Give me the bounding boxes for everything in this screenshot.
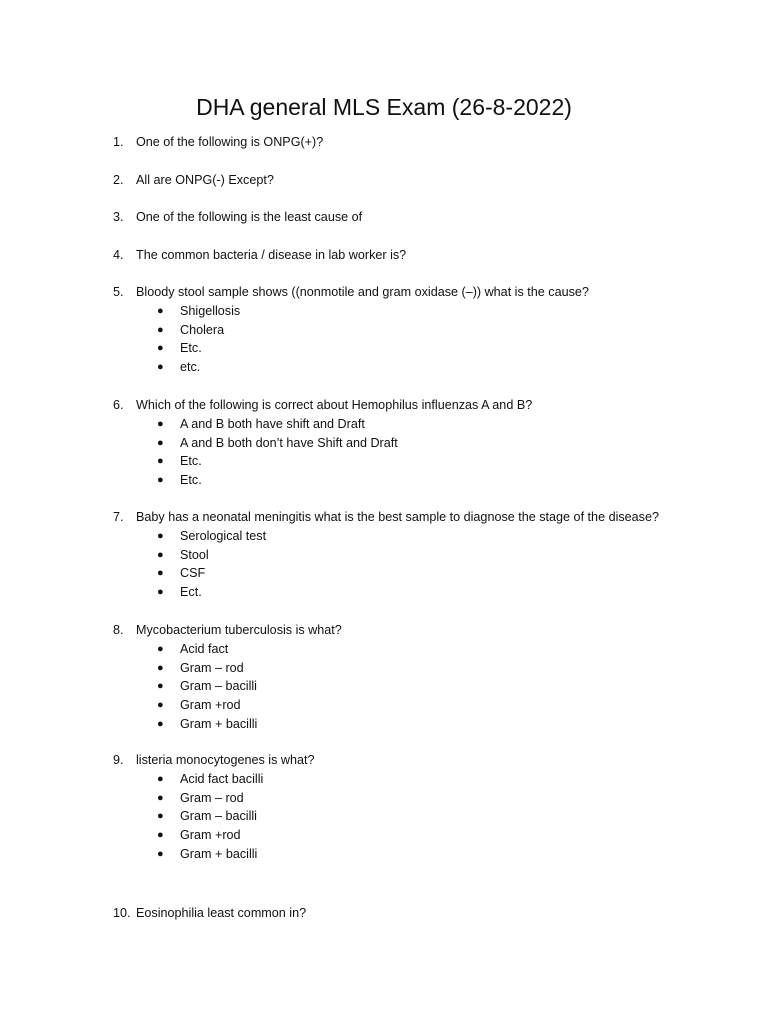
question-item <box>113 396 713 490</box>
question-item <box>113 246 713 265</box>
bullet-icon: ● <box>157 530 164 542</box>
bullet-icon: ● <box>157 680 164 693</box>
option-text: A and B both don’t have Shift and Draft <box>180 435 398 450</box>
question-text: One of the following is ONPG(+)? <box>136 135 324 149</box>
question-line <box>113 751 713 770</box>
question-line <box>113 621 713 640</box>
option-text: Shigellosis <box>180 304 241 318</box>
option-item <box>113 339 713 358</box>
option-text: Gram – rod <box>180 790 244 805</box>
option-text: Gram +rod <box>180 698 241 713</box>
option-text: Stool <box>180 547 209 562</box>
question-item <box>113 904 713 923</box>
option-text: Acid fact bacilli <box>180 772 264 786</box>
question-number: 4. <box>113 248 124 262</box>
option-item <box>113 583 713 602</box>
question-line <box>113 208 713 227</box>
question-text: All are ONPG(-) Except? <box>136 173 274 187</box>
question-item <box>113 508 713 602</box>
option-item <box>113 659 713 678</box>
option-item <box>113 452 713 471</box>
question-number: 3. <box>113 210 124 224</box>
option-item <box>113 434 713 453</box>
option-text: Etc. <box>180 473 202 488</box>
option-text: Gram +rod <box>180 828 241 843</box>
option-text: Gram + bacilli <box>180 716 258 731</box>
option-list <box>113 302 713 377</box>
question-item <box>113 621 713 733</box>
question-line <box>113 133 713 152</box>
option-text: Gram – rod <box>180 660 244 675</box>
bullet-icon: ● <box>157 699 164 712</box>
question-line <box>113 171 713 190</box>
option-text: Acid fact <box>180 642 229 656</box>
option-text: Serological test <box>180 529 267 543</box>
question-item <box>113 133 713 152</box>
question-line <box>113 396 713 415</box>
bullet-icon: ● <box>157 305 164 317</box>
question-number: 5. <box>113 285 124 299</box>
option-text: Gram + bacilli <box>180 846 258 861</box>
option-item <box>113 640 713 659</box>
option-item <box>113 770 713 789</box>
option-item <box>113 696 713 715</box>
question-line <box>113 283 713 302</box>
option-item <box>113 415 713 434</box>
question-line <box>113 508 713 527</box>
bullet-icon: ● <box>157 773 164 785</box>
option-text: etc. <box>180 360 201 375</box>
question-number: 10. <box>113 906 131 920</box>
option-item <box>113 845 713 864</box>
option-text: CSF <box>180 566 206 581</box>
option-item <box>113 321 713 340</box>
option-text: Etc. <box>180 454 202 469</box>
bullet-icon: ● <box>157 567 164 580</box>
option-item <box>113 527 713 546</box>
bullet-icon: ● <box>157 455 164 468</box>
question-number: 1. <box>113 135 124 149</box>
option-text: Ect. <box>180 585 202 600</box>
option-text: A and B both have shift and Draft <box>180 417 365 431</box>
question-number: 7. <box>113 510 124 524</box>
question-text: Bloody stool sample shows ((nonmotile and gram oxidase (–)) what is the cause? <box>136 285 589 299</box>
bullet-icon: ● <box>157 829 164 842</box>
bullet-icon: ● <box>157 847 164 860</box>
question-item <box>113 283 713 377</box>
question-item <box>113 171 713 190</box>
option-text: Cholera <box>180 322 225 337</box>
option-item <box>113 358 713 377</box>
question-text: listeria monocytogenes is what? <box>136 753 315 767</box>
option-list <box>113 415 713 490</box>
question-text: Baby has a neonatal meningitis what is the best sample to diagnose the stage of the disease? <box>136 510 659 524</box>
question-text: One of the following is the least cause of <box>136 210 363 224</box>
question-text: Eosinophilia least common in? <box>136 906 307 920</box>
option-text: Gram – bacilli <box>180 809 257 824</box>
option-text: Etc. <box>180 341 202 356</box>
bullet-icon: ● <box>157 418 164 430</box>
option-item <box>113 677 713 696</box>
option-item <box>113 807 713 826</box>
bullet-icon: ● <box>157 342 164 355</box>
option-list <box>113 640 713 733</box>
bullet-icon: ● <box>157 586 164 599</box>
option-item <box>113 715 713 734</box>
question-text: Which of the following is correct about Hemophilus influenzas A and B? <box>136 398 533 412</box>
question-item <box>113 751 713 863</box>
option-text: Gram – bacilli <box>180 679 257 694</box>
bullet-icon: ● <box>157 548 164 561</box>
bullet-icon: ● <box>157 643 164 655</box>
bullet-icon: ● <box>157 810 164 823</box>
option-list <box>113 527 713 602</box>
question-item <box>113 208 713 227</box>
bullet-icon: ● <box>157 791 164 804</box>
option-list <box>113 770 713 863</box>
question-line <box>113 246 713 265</box>
option-item <box>113 546 713 565</box>
question-number: 2. <box>113 173 124 187</box>
option-item <box>113 564 713 583</box>
bullet-icon: ● <box>157 361 164 374</box>
bullet-icon: ● <box>157 717 164 730</box>
question-text: Mycobacterium tuberculosis is what? <box>136 623 342 637</box>
bullet-icon: ● <box>157 323 164 336</box>
option-item <box>113 471 713 490</box>
question-line <box>113 904 713 923</box>
document-title: DHA general MLS Exam (26-8-2022) <box>196 94 572 120</box>
option-item <box>113 302 713 321</box>
bullet-icon: ● <box>157 661 164 674</box>
option-item <box>113 789 713 808</box>
question-number: 9. <box>113 753 124 767</box>
question-number: 8. <box>113 623 124 637</box>
question-number: 6. <box>113 398 124 412</box>
bullet-icon: ● <box>157 474 164 487</box>
option-item <box>113 826 713 845</box>
question-text: The common bacteria / disease in lab worker is? <box>136 248 407 262</box>
bullet-icon: ● <box>157 436 164 449</box>
